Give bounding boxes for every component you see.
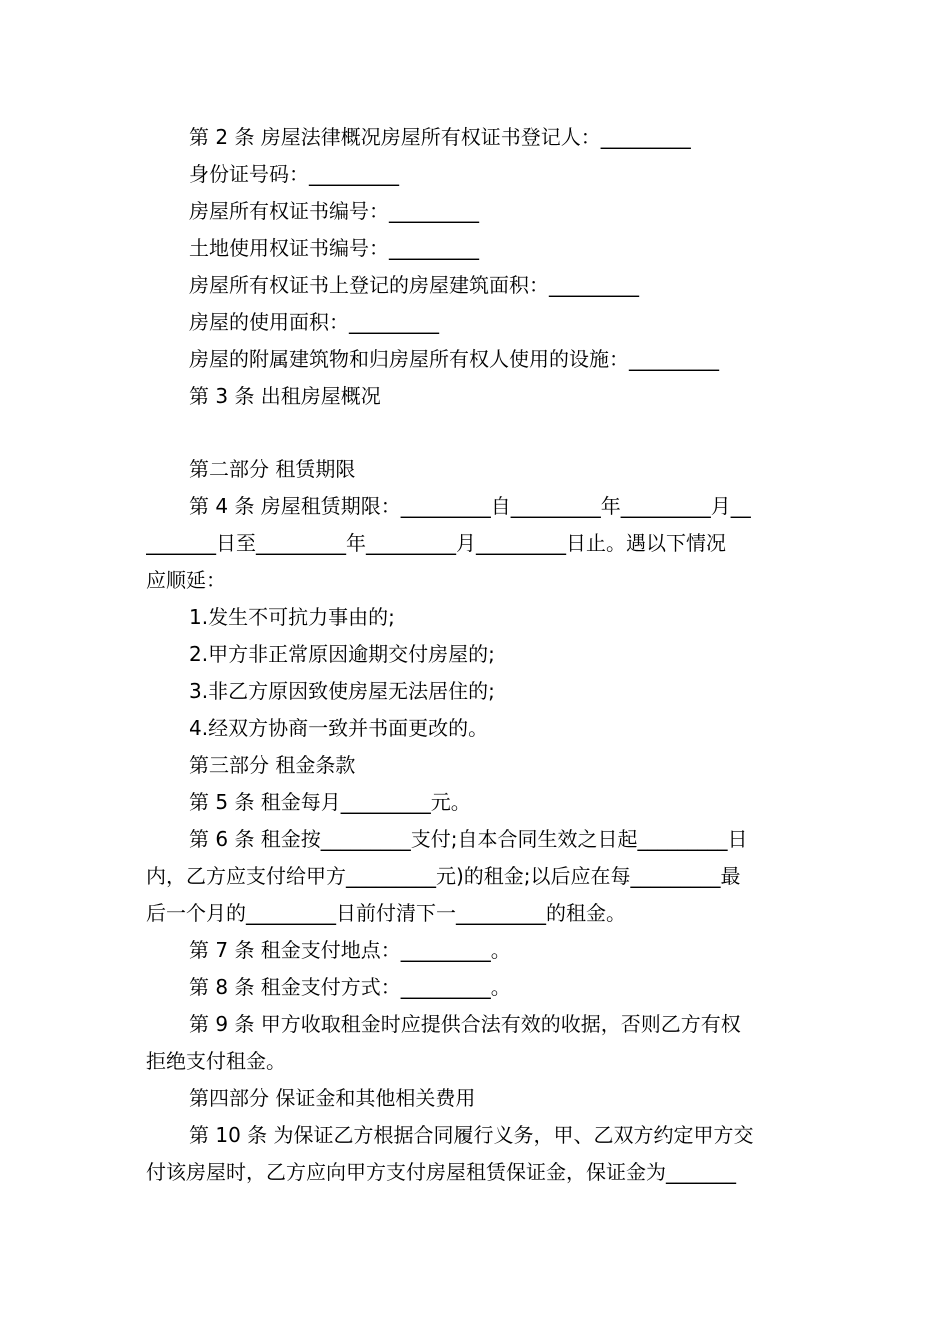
clause-3-title: 第 3 条 出租房屋概况 — [189, 384, 381, 408]
land-certificate-line: 土地使用权证书编号：_________ — [189, 236, 479, 260]
list-item-4: 4.经双方协商一致并书面更改的。 — [189, 716, 489, 740]
usable-area-line: 房屋的使用面积：_________ — [189, 310, 439, 334]
document-body — [146, 119, 806, 1191]
building-area-line: 房屋所有权证书上登记的房屋建筑面积：_________ — [189, 273, 639, 297]
paragraph-gap — [146, 415, 806, 451]
id-number-line: 身份证号码：_________ — [189, 162, 399, 186]
list-item-3: 3.非乙方原因致使房屋无法居住的; — [189, 679, 495, 703]
list-item-2: 2.甲方非正常原因逾期交付房屋的; — [189, 642, 495, 666]
clause-4-line-3: 应顺延： — [146, 568, 226, 592]
clause-6-line-2: 内，乙方应支付给甲方_________元)的租金;以后应在每_________最 — [146, 864, 741, 888]
section-4-heading: 第四部分 保证金和其他相关费用 — [189, 1086, 476, 1110]
clause-6-line-1: 第 6 条 租金按_________支付;自本合同生效之日起_________日 — [189, 827, 748, 851]
clause-6-line-3: 后一个月的_________日前付清下一_________的租金。 — [146, 901, 626, 925]
facilities-line: 房屋的附属建筑物和归房屋所有权人使用的设施：_________ — [189, 347, 719, 371]
clause-10-line-2: 付该房屋时，乙方应向甲方支付房屋租赁保证金，保证金为_______ — [146, 1160, 736, 1184]
section-3-heading: 第三部分 租金条款 — [189, 753, 356, 777]
clause-9-line-1: 第 9 条 甲方收取租金时应提供合法有效的收据，否则乙方有权 — [189, 1012, 741, 1036]
clause-2-title: 第 2 条 房屋法律概况房屋所有权证书登记人：_________ — [189, 125, 691, 149]
clause-9-line-2: 拒绝支付租金。 — [146, 1049, 286, 1073]
section-2-heading: 第二部分 租赁期限 — [189, 457, 356, 481]
clause-4-line-1: 第 4 条 房屋租赁期限：_________自_________年_________月__ — [189, 494, 751, 518]
clause-10-line-1: 第 10 条 为保证乙方根据合同履行义务，甲、乙双方约定甲方交 — [189, 1123, 754, 1147]
clause-5: 第 5 条 租金每月_________元。 — [189, 790, 471, 814]
clause-4-line-2: _______日至_________年_________月_________日止。遇以下情况 — [146, 531, 726, 555]
clause-8: 第 8 条 租金支付方式：_________。 — [189, 975, 511, 999]
certificate-number-line: 房屋所有权证书编号：_________ — [189, 199, 479, 223]
list-item-1: 1.发生不可抗力事由的; — [189, 605, 395, 629]
clause-7: 第 7 条 租金支付地点：_________。 — [189, 938, 511, 962]
